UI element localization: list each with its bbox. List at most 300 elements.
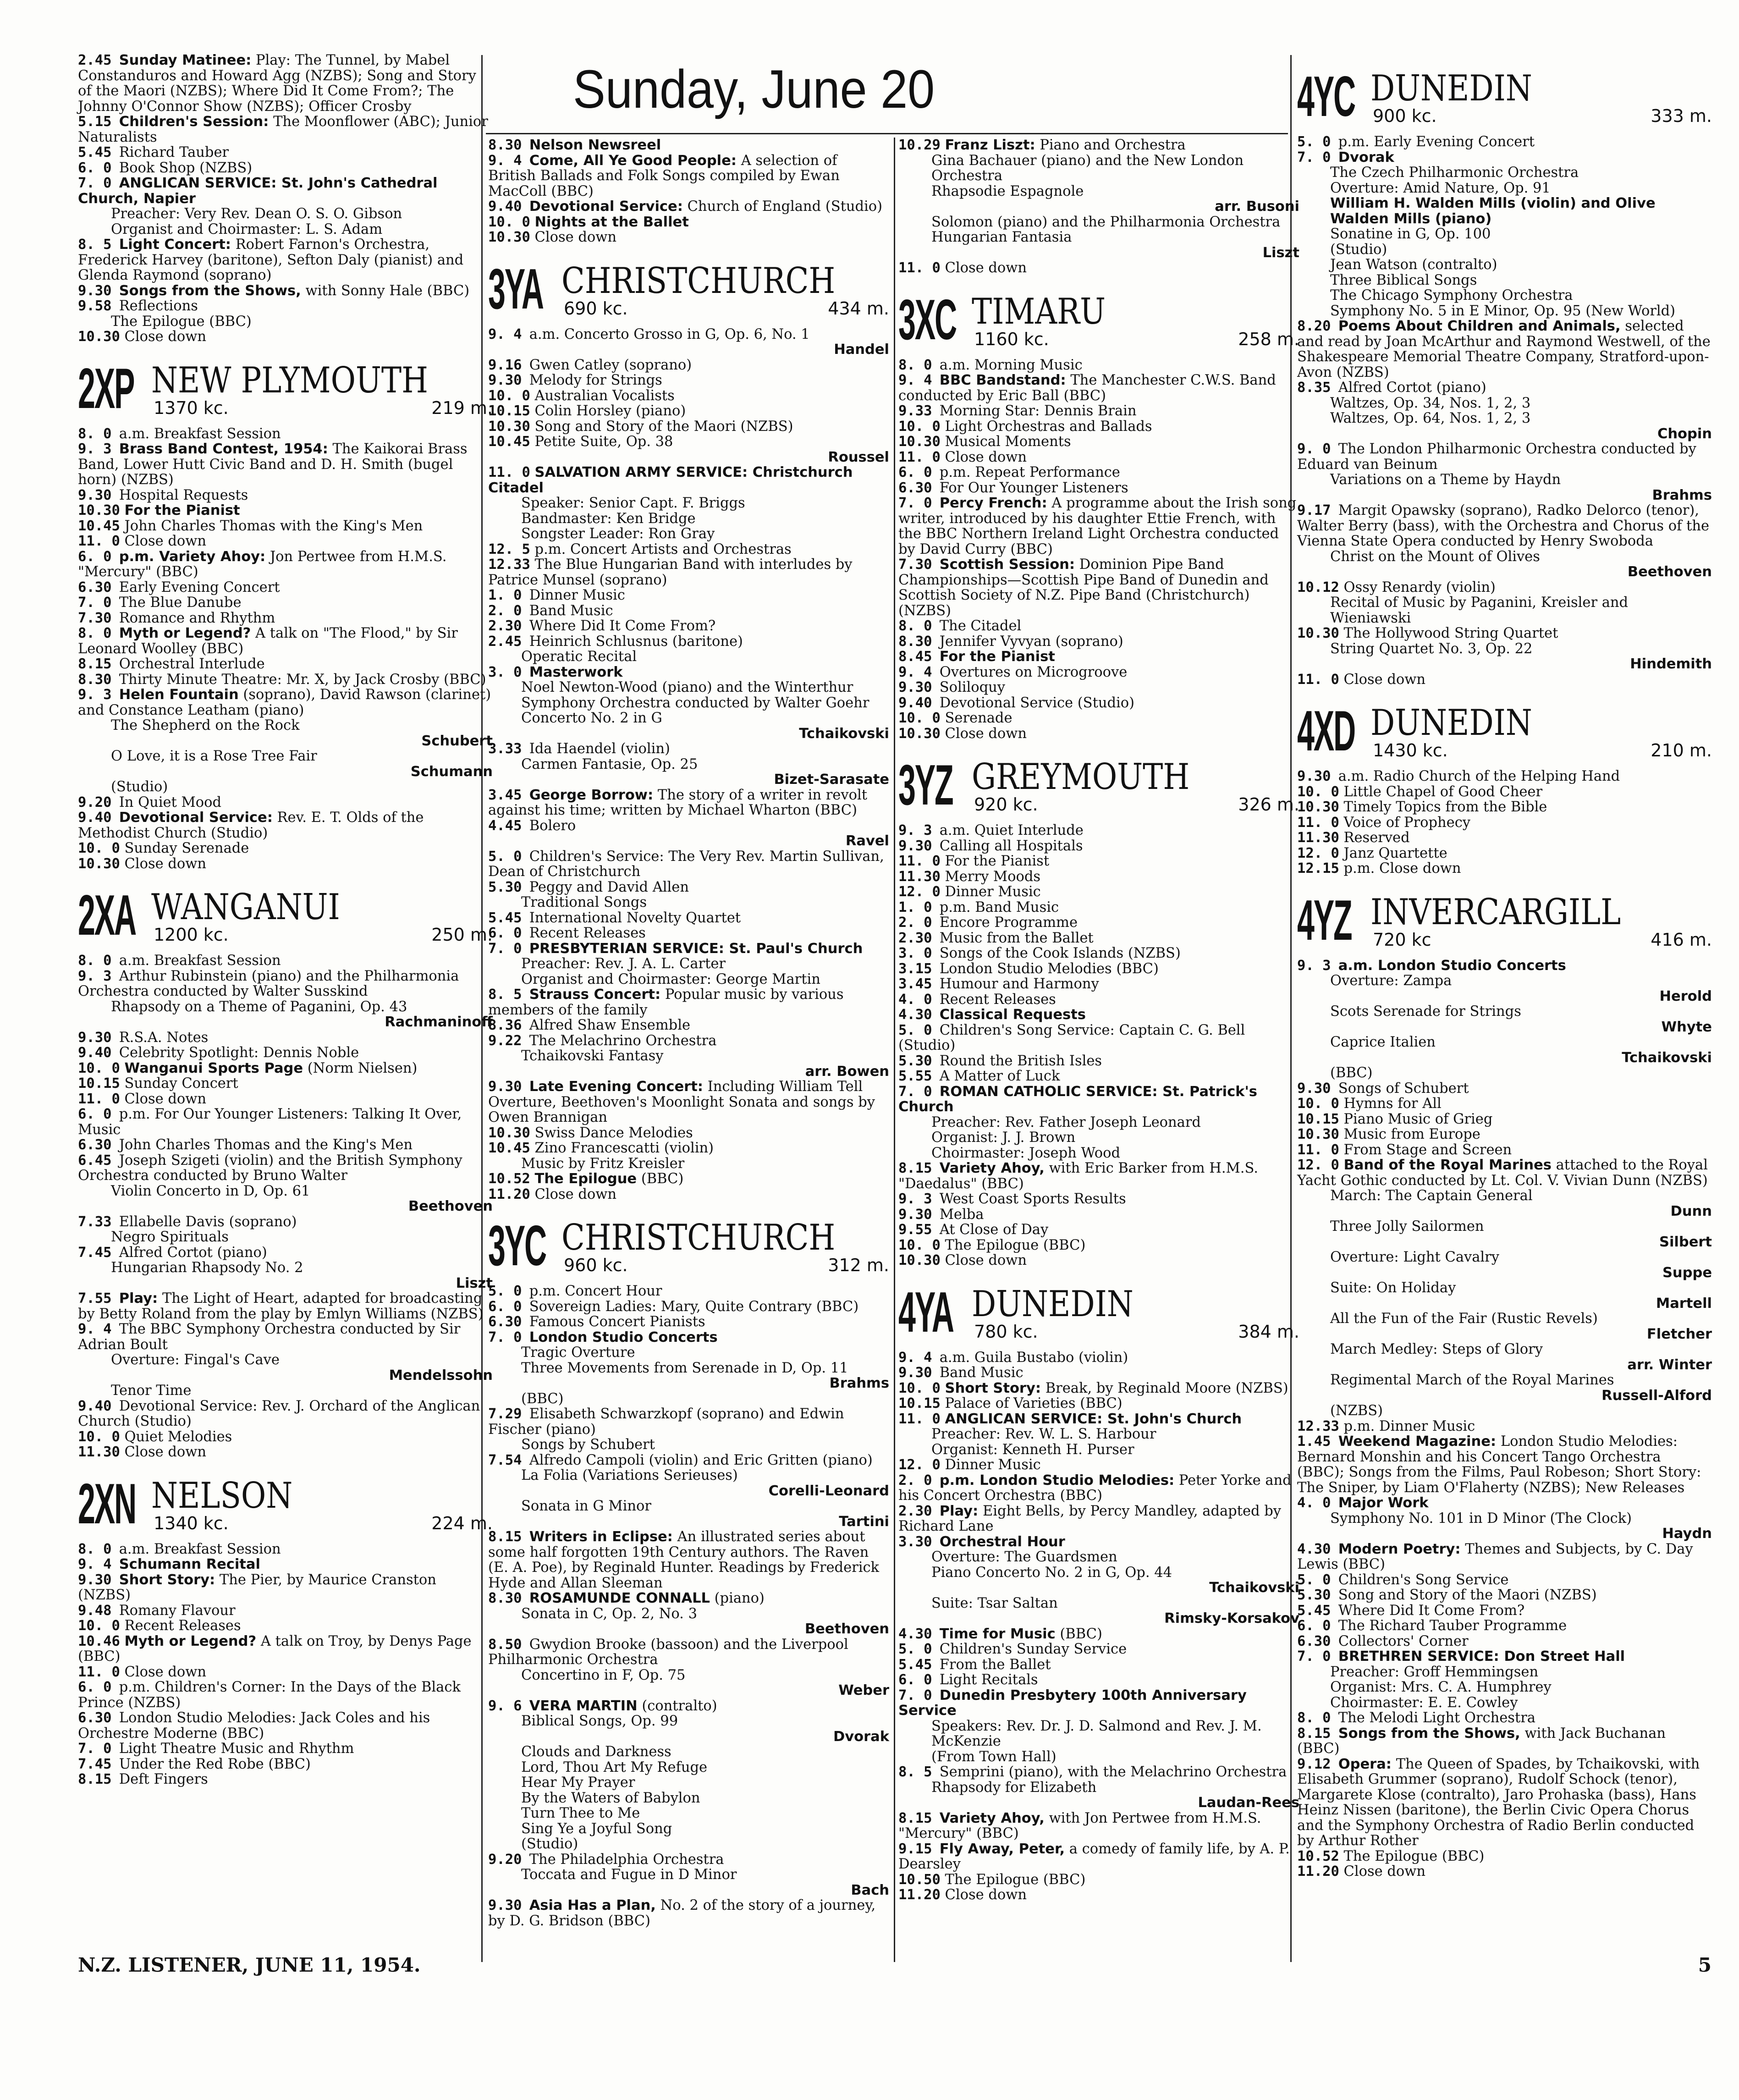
programme-description: Rhapsody on a Theme of Paganini, Op. 43 (111, 998, 407, 1015)
listing-entry (78, 656, 493, 672)
listing-entry (488, 1187, 889, 1202)
listing-entry (78, 1091, 493, 1107)
station-code: 2XA (78, 884, 136, 947)
listing-detail (78, 1184, 493, 1199)
listing-time: 8. 0 (78, 1541, 112, 1557)
listing-time: 9.17 (1297, 502, 1331, 518)
programme-description: Preacher: Groff Hemmingsen (1330, 1664, 1539, 1680)
programme-description: Piano and Orchestra (1040, 137, 1186, 153)
listing-time: 4. 0 (1297, 1495, 1331, 1511)
programme-description: Serenade (945, 710, 1013, 726)
station-frequency: 1430 kc. (1373, 740, 1448, 761)
listing-detail (1297, 1280, 1712, 1296)
listing-entry (1297, 815, 1712, 831)
station-frequency: 900 kc. (1373, 106, 1437, 126)
listing-entry (488, 230, 889, 245)
listing-entry (1297, 1419, 1712, 1434)
programme-title: The Epilogue (534, 1171, 637, 1187)
programme-description: Children's Song Service: Captain C. G. Bell (Studio) (898, 1022, 1245, 1053)
listing-time: 12. 0 (898, 884, 941, 900)
station-header (1297, 888, 1712, 952)
listing-entry (78, 1557, 493, 1572)
programme-description: Jon Pertwee from H.M.S. "Mercury" (BBC) (78, 548, 447, 580)
page-headline: Sunday, June 20 (573, 59, 935, 120)
listing-entry (898, 961, 1299, 977)
listing-time: 10.30 (898, 1252, 941, 1268)
listing-entry (898, 1688, 1299, 1719)
listing-time: 8.20 (1297, 318, 1331, 334)
listing-time: 11. 0 (78, 1664, 120, 1680)
composer-credit: Tchaikovski (799, 725, 889, 742)
listing-detail (1297, 257, 1712, 273)
listing-entry (488, 1125, 889, 1141)
programme-title: ANGLICAN SERVICE: St. John's Church (945, 1411, 1242, 1427)
listing-entry (488, 603, 889, 619)
programme-description: Quiet Melodies (124, 1428, 232, 1445)
listing-entry (78, 1214, 493, 1230)
listing-detail (1297, 396, 1712, 411)
listing-detail (1297, 411, 1712, 426)
listing-entry (898, 680, 1299, 695)
listing-detail (78, 749, 493, 764)
programme-description: Reflections (119, 298, 198, 314)
listing-time: 9.30 (78, 487, 112, 503)
programme-description: Light Orchestras and Ballads (945, 418, 1152, 435)
programme-title: For the Pianist (939, 649, 1055, 665)
station-name: NELSON (151, 1475, 293, 1516)
listing-detail (1297, 641, 1712, 657)
programme-description: The Blue Danube (119, 595, 242, 611)
station-frequency: 1340 kc. (154, 1513, 229, 1533)
listing-time: 10. 0 (78, 1060, 120, 1076)
station-header (898, 288, 1299, 352)
listing-time: 12. 0 (898, 1457, 941, 1473)
programme-description: Gwydion Brooke (bassoon) and the Liverpool Philharmonic Orchestra (488, 1636, 848, 1668)
listing-entry (488, 910, 889, 926)
programme-description: Petite Suite, Op. 38 (534, 434, 673, 450)
listing-time: 11. 0 (1297, 814, 1339, 831)
programme-description: Early Evening Concert (119, 579, 280, 595)
programme-description: Close down (124, 329, 207, 345)
listing-entry (898, 403, 1299, 419)
station-name: WANGANUI (151, 887, 340, 928)
programme-description: Choirmaster: Joseph Wood (931, 1145, 1120, 1161)
listing-entry (488, 138, 889, 153)
listing-detail (898, 1427, 1299, 1442)
listing-time: 6. 0 (78, 160, 112, 176)
programme-description: A selection of British Ballads and Folk Songs compiled by Ewan MacColl (BBC) (488, 152, 840, 199)
programme-description: Romany Flavour (119, 1602, 236, 1619)
listing-entry (898, 373, 1299, 403)
listing-detail (898, 215, 1299, 230)
listing-entry (1297, 1096, 1712, 1112)
listing-time: 6. 0 (898, 464, 932, 480)
listing-time: 10. 0 (78, 1618, 120, 1634)
programme-description: Merry Moods (945, 868, 1041, 885)
listing-time: 9.30 (488, 1897, 522, 1913)
listing-detail (488, 1791, 889, 1806)
listing-entry (1297, 441, 1712, 472)
listing-detail (488, 1048, 889, 1064)
listing-time: 5. 0 (898, 1022, 932, 1038)
listing-time: 9.40 (488, 198, 522, 215)
programme-description: Overture: Zampa (1330, 973, 1452, 989)
listing-detail (1297, 288, 1712, 303)
listing-time: 8.35 (1297, 380, 1331, 396)
programme-description: Variations on a Theme by Haydn (1330, 472, 1561, 488)
listing-detail (488, 757, 889, 772)
listing-time: 9.33 (898, 403, 932, 419)
listing-time: 11. 0 (78, 533, 120, 549)
programme-description: Organist: Kenneth H. Purser (931, 1441, 1134, 1458)
listing-time: 5. 0 (898, 1641, 932, 1657)
station-wavelength: 384 m. (1238, 1321, 1299, 1342)
listing-entry (898, 1253, 1299, 1268)
listing-entry (898, 1350, 1299, 1366)
programme-title: George Borrow: (529, 787, 654, 803)
station-name: DUNEDIN (1370, 702, 1532, 744)
programme-description: Close down (534, 1186, 617, 1202)
listing-entry (1297, 1542, 1712, 1572)
programme-description: An illustrated series about some half forgotten 19th Century authors. The Raven (E. A. Poe), by Reginald Hunter. Readings by Frederick Hyde and Allan Sleeman (488, 1529, 880, 1591)
listing-entry (898, 726, 1299, 742)
programme-description: Songs by Schubert (521, 1437, 655, 1453)
listing-detail (1297, 1219, 1712, 1235)
listing-entry (898, 1672, 1299, 1688)
listing-entry (488, 880, 889, 895)
listing-entry (898, 1642, 1299, 1657)
listing-time: 6.45 (78, 1152, 112, 1169)
composer-credit: Dvorak (833, 1728, 889, 1745)
station-name: DUNEDIN (972, 1283, 1134, 1325)
listing-entry (488, 1314, 889, 1330)
programme-title: Masterwork (529, 664, 623, 680)
listing-time: 4.30 (1297, 1541, 1331, 1557)
listing-time: 9.40 (78, 1045, 112, 1061)
listing-entry (488, 1330, 889, 1345)
programme-description: Bandmaster: Ken Bridge (521, 510, 696, 527)
composer-credit: Tchaikovski (1622, 1049, 1712, 1066)
listing-time: 5.45 (898, 1656, 932, 1673)
listing-detail (1297, 165, 1712, 181)
listing-time: 9. 4 (898, 372, 932, 388)
station-name: CHRISTCHURCH (561, 260, 836, 302)
programme-description: Close down (534, 229, 617, 245)
listing-time: 8.15 (898, 1810, 932, 1826)
listing-time: 7.30 (78, 610, 112, 626)
programme-description: (Norm Nielsen) (307, 1060, 418, 1076)
listing-entry (78, 687, 493, 718)
listing-entry (1297, 1434, 1712, 1495)
programme-description: Close down (945, 725, 1027, 742)
listing-time: 9. 3 (898, 1191, 932, 1207)
programme-description: Light Theatre Music and Rhythm (119, 1741, 354, 1757)
listing-time: 10.15 (78, 1075, 120, 1091)
listing-time: 7.30 (898, 557, 932, 573)
programme-description: Tchaikovski Fantasy (521, 1048, 664, 1064)
listing-entry (78, 810, 493, 841)
programme-description: Margit Opawsky (soprano), Radko Delorco (tenor), Walter Berry (bass), with the Orchestra and Chorus of the Vienna State Opera conducted by Henry Swoboda (1297, 502, 1710, 549)
listing-time: 6. 0 (488, 925, 522, 941)
listing-time: 7. 0 (898, 495, 932, 511)
station-wavelength: 434 m. (828, 298, 889, 319)
listing-time: 12.33 (488, 557, 530, 573)
programme-description: Celebrity Spotlight: Dennis Noble (119, 1045, 359, 1061)
listing-entry (78, 114, 493, 145)
programme-description: Including William Tell Overture, Beethoven's Moonlight Sonata and songs by Owen Brannigan (488, 1079, 875, 1125)
listing-entry (78, 1399, 493, 1429)
listing-entry (1297, 784, 1712, 800)
listing-detail (78, 999, 493, 1015)
listing-time: 7. 0 (78, 595, 112, 611)
programme-description: a.m. Concerto Grosso in G, Op. 6, No. 1 (529, 326, 810, 342)
programme-title: Variety Ahoy, (939, 1160, 1045, 1176)
programme-description: Preacher: Rev. W. L. S. Harbour (931, 1426, 1156, 1442)
listing-time: 9.20 (78, 794, 112, 810)
listing-entry (488, 373, 889, 388)
composer-credit: Schubert (421, 733, 493, 749)
listing-time: 2. 0 (898, 1472, 932, 1488)
programme-description: The Richard Tauber Programme (1338, 1618, 1567, 1634)
listing-time: 7. 0 (1297, 149, 1331, 165)
programme-description: The Shepherd on the Rock (111, 717, 300, 733)
programme-description: a comedy of family life, by A. P. Dearsley (898, 1841, 1290, 1872)
listing-entry (898, 1053, 1299, 1069)
composer-credit: Corelli-Leonard (768, 1483, 889, 1499)
programme-description: Symphony No. 5 in E Minor, Op. 95 (New World) (1330, 303, 1676, 319)
listing-entry (898, 1504, 1299, 1534)
listing-entry (898, 869, 1299, 885)
listing-time: 9. 3 (78, 441, 112, 457)
station-wavelength: 333 m. (1651, 106, 1712, 126)
listing-time: 3. 0 (898, 945, 932, 961)
programme-description: Turn Thee to Me (521, 1805, 640, 1821)
listing-entry (898, 649, 1299, 665)
listing-time: 9.15 (898, 1841, 932, 1857)
listing-time: 11. 0 (78, 1091, 120, 1107)
listing-detail (78, 314, 493, 330)
listing-entry (78, 549, 493, 580)
programme-description: Where Did It Come From? (1338, 1602, 1525, 1619)
programme-title: Modern Poetry: (1338, 1541, 1461, 1557)
listing-entry (78, 1741, 493, 1757)
listing-entry (898, 1887, 1299, 1903)
listing-entry (78, 1107, 493, 1137)
programme-description: John Charles Thomas with the King's Men (124, 518, 423, 534)
listing-entry (898, 138, 1299, 153)
programme-description: Sunday Serenade (124, 840, 249, 856)
composer-credit: Haydn (1662, 1526, 1712, 1542)
listing-time: 5.45 (1297, 1602, 1331, 1619)
programme-description: Band Music (529, 602, 613, 619)
programme-description: Song and Story of the Maori (NZBS) (1338, 1587, 1597, 1603)
composer-credit: Suppe (1662, 1264, 1712, 1281)
listing-time: 7. 0 (488, 940, 522, 957)
listing-time: 9. 4 (488, 152, 522, 169)
listing-entry (488, 388, 889, 404)
listing-entry (78, 534, 493, 549)
listing-detail (488, 1714, 889, 1729)
listing-detail (488, 895, 889, 910)
listing-detail (898, 1115, 1299, 1130)
station-code: 4XD (1297, 700, 1355, 763)
programme-title: SALVATION ARMY SERVICE: Christchurch Citadel (488, 464, 853, 496)
programme-description: Melba (939, 1206, 984, 1223)
programme-description: Colin Horsley (piano) (534, 403, 686, 419)
listing-detail (488, 1744, 889, 1760)
listing-entry (78, 1322, 493, 1352)
listing-entry (488, 542, 889, 557)
listing-time: 10. 0 (898, 418, 941, 435)
programme-title: Wanganui Sports Page (124, 1060, 303, 1076)
listing-entry (898, 884, 1299, 900)
programme-title: Dunedin Presbytery 100th Anniversary Service (898, 1687, 1247, 1719)
listing-time: 8.15 (78, 1771, 112, 1787)
listing-time: 11.20 (898, 1887, 941, 1903)
programme-description: March: The Captain General (1330, 1188, 1533, 1204)
listing-time: 5.30 (898, 1053, 932, 1069)
station-header (1297, 700, 1712, 763)
listing-detail (898, 1549, 1299, 1565)
programme-title: Light Concert: (119, 237, 231, 253)
listing-time: 7.54 (488, 1452, 522, 1468)
listing-entry (1297, 1495, 1712, 1511)
programme-description: Waltzes, Op. 64, Nos. 1, 2, 3 (1330, 410, 1531, 426)
programme-description: Little Chapel of Good Cheer (1343, 783, 1543, 800)
programme-description: The Epilogue (BBC) (111, 313, 252, 330)
programme-description: London Studio Melodies: Jack Coles and his Orchestre Moderne (BBC) (78, 1710, 430, 1742)
programme-description: A Matter of Luck (939, 1068, 1060, 1084)
listing-time: 7.29 (488, 1406, 522, 1422)
programme-title: Franz Liszt: (945, 137, 1035, 153)
composer-credit: Brahms (829, 1375, 889, 1391)
listing-detail (488, 1468, 889, 1483)
listing-entry (898, 1222, 1299, 1238)
listing-entry (1297, 319, 1712, 380)
listing-time: 6.30 (488, 1314, 522, 1330)
listing-time: 5. 0 (488, 848, 522, 865)
programme-title: London Studio Concerts (529, 1329, 718, 1345)
programme-description: Popular music by various members of the family (488, 987, 844, 1018)
programme-title: Strauss Concert: (529, 987, 661, 1003)
programme-description: Calling all Hospitals (939, 838, 1083, 854)
listing-entry (78, 53, 493, 114)
programme-description: Church of England (Studio) (687, 198, 883, 215)
station-wavelength: 312 m. (828, 1255, 889, 1275)
composer-credit: Dunn (1670, 1203, 1712, 1219)
programme-description: Rev. E. T. Olds of the Methodist Church (Studio) (78, 810, 424, 841)
listing-detail (488, 1806, 889, 1821)
listing-detail (1297, 226, 1712, 242)
programme-description: International Novelty Quartet (529, 909, 741, 926)
programme-description: Solomon (piano) and the Philharmonia Orchestra (931, 214, 1281, 230)
listing-time: 10.30 (1297, 625, 1339, 641)
programme-description: Elisabeth Schwarzkopf (soprano) and Edwin Fischer (piano) (488, 1406, 844, 1438)
programme-title: Nelson Newsreel (529, 137, 661, 153)
station-wavelength: 326 m. (1238, 794, 1299, 815)
listing-time: 2.30 (898, 1503, 932, 1519)
listing-detail (488, 1836, 889, 1852)
programme-description: The Citadel (939, 618, 1022, 634)
listing-time: 6. 0 (1297, 1618, 1331, 1634)
listing-time: 2. 0 (898, 915, 932, 931)
listing-entry (1297, 1634, 1712, 1649)
listing-time: 9. 4 (78, 1321, 112, 1337)
programme-description: John Charles Thomas and the King's Men (119, 1137, 413, 1153)
listing-detail (1297, 1665, 1712, 1680)
programme-description: Themes and Subjects, by C. Day Lewis (BBC) (1297, 1541, 1693, 1572)
listing-time: 9. 4 (78, 1556, 112, 1572)
listing-detail (898, 1596, 1299, 1611)
station-header (78, 357, 493, 420)
listing-time: 5.30 (1297, 1587, 1331, 1603)
programme-description: Semprini (piano), with the Melachrino Orchestra (939, 1764, 1287, 1780)
programme-description: The Melachrino Orchestra (529, 1032, 717, 1049)
composer-credit: Herold (1659, 988, 1712, 1004)
listing-time: 11. 0 (898, 853, 941, 869)
programme-description: The Epilogue (BBC) (945, 1871, 1086, 1888)
listing-entry (898, 1161, 1299, 1191)
programme-description: Bolero (529, 817, 576, 834)
programme-description: Voice of Prophecy (1343, 814, 1471, 831)
listing-entry (78, 145, 493, 160)
programme-description: a.m. Morning Music (939, 357, 1083, 373)
listing-entry (1297, 1603, 1712, 1619)
programme-description: with Jack Buchanan (BBC) (1297, 1725, 1666, 1757)
listing-entry (78, 1045, 493, 1061)
programme-title: BRETHREN SERVICE: Don Street Hall (1338, 1648, 1625, 1665)
programme-description: Devotional Service: Rev. J. Orchard of the Anglican Church (Studio) (78, 1398, 480, 1429)
listing-detail (898, 184, 1299, 199)
programme-description: Regimental March of the Royal Marines (1330, 1372, 1614, 1388)
listing-entry (1297, 1572, 1712, 1588)
programme-description: p.m. Early Evening Concert (1338, 134, 1535, 150)
composer-credit: Roussel (828, 449, 889, 465)
programme-description: with Sonny Hale (BBC) (305, 282, 470, 299)
listing-entry (488, 1171, 889, 1187)
listing-detail (488, 680, 889, 711)
listing-detail (1297, 549, 1712, 565)
listing-time: 6.30 (1297, 1633, 1331, 1649)
listing-entry (78, 611, 493, 626)
listing-time: 8.30 (898, 633, 932, 650)
programme-description: Noel Newton-Wood (piano) and the Winterthur Symphony Orchestra conducted by Walter Goehr (521, 679, 870, 711)
listing-entry (488, 403, 889, 419)
listing-time: 6.30 (78, 1137, 112, 1153)
programme-description: p.m. Repeat Performance (939, 464, 1120, 480)
listing-entry (898, 634, 1299, 650)
composer-credit: Rachmaninoff (385, 1014, 493, 1030)
listing-detail (898, 230, 1299, 245)
station-name: TIMARU (972, 291, 1106, 332)
programme-description: a.m. Breakfast Session (119, 425, 281, 442)
programme-description: The Pier, by Maurice Cranston (NZBS) (78, 1571, 436, 1603)
listing-time: 9.30 (1297, 768, 1331, 784)
programme-description: Songs of Schubert (1338, 1080, 1469, 1097)
listing-time: 8. 0 (1297, 1710, 1331, 1726)
listing-time: 7. 0 (488, 1329, 522, 1345)
programme-title: ROMAN CATHOLIC SERVICE: St. Patrick's Church (898, 1083, 1257, 1115)
listing-time: 10.30 (78, 329, 120, 345)
listing-entry (1297, 1587, 1712, 1603)
station-header (1297, 65, 1712, 128)
listing-entry (78, 237, 493, 283)
programme-description: William H. Walden Mills (violin) and Olive Walden Mills (piano) (1330, 195, 1656, 227)
programme-description: Children's Sunday Service (939, 1641, 1127, 1657)
programme-description: Hospital Requests (119, 487, 248, 503)
listing-time: 9.12 (1297, 1756, 1331, 1772)
station-code: 2XP (78, 357, 134, 420)
